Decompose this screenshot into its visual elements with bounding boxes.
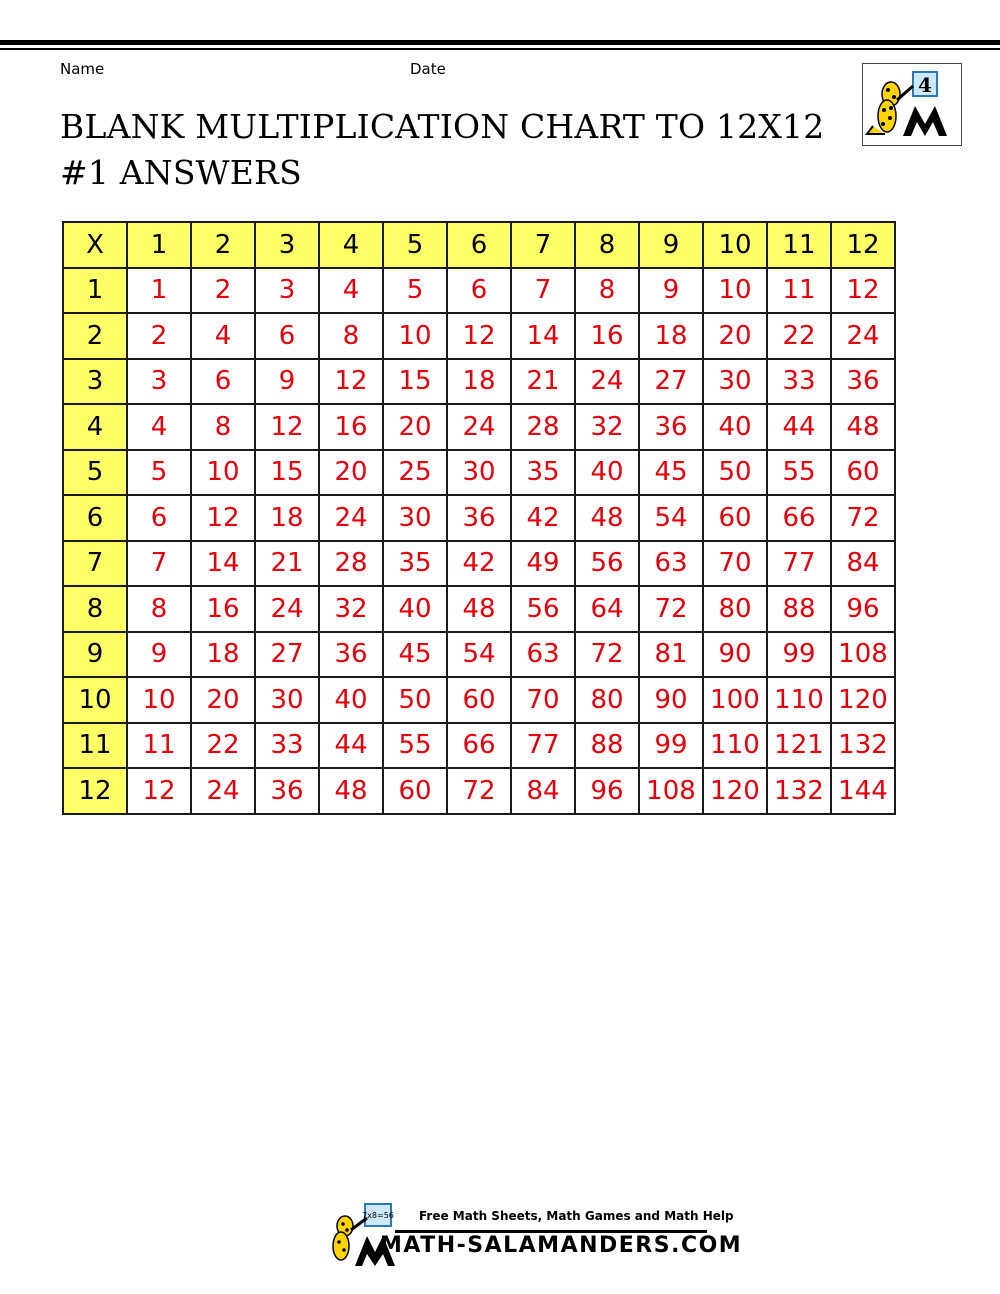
product-cell: 18 [447,359,511,405]
product-cell: 16 [575,313,639,359]
product-cell: 12 [127,768,191,814]
product-cell: 110 [767,677,831,723]
table-row [63,495,895,541]
product-cell: 35 [511,450,575,496]
product-cell: 48 [575,495,639,541]
product-cell: 55 [383,723,447,769]
row-header-cell: 4 [63,404,127,450]
product-cell: 77 [511,723,575,769]
product-cell: 16 [191,586,255,632]
multiplication-chart [62,221,896,815]
product-cell: 15 [383,359,447,405]
product-cell: 42 [447,541,511,587]
row-header-cell: 12 [63,768,127,814]
product-cell: 96 [831,586,895,632]
table-row [63,768,895,814]
product-cell: 54 [447,632,511,678]
product-cell: 63 [639,541,703,587]
table-row [63,404,895,450]
product-cell: 80 [703,586,767,632]
product-cell: 36 [639,404,703,450]
column-header-cell: 1 [127,222,191,268]
product-cell: 72 [447,768,511,814]
product-cell: 49 [511,541,575,587]
product-cell: 50 [703,450,767,496]
product-cell: 21 [511,359,575,405]
product-cell: 8 [127,586,191,632]
product-cell: 3 [127,359,191,405]
row-header-cell: 2 [63,313,127,359]
product-cell: 120 [831,677,895,723]
product-cell: 72 [831,495,895,541]
page-title: BLANK MULTIPLICATION CHART TO 12X12 #1 ANSWERS [60,107,825,192]
product-cell: 6 [447,268,511,314]
product-cell: 4 [191,313,255,359]
date-label: Date [410,60,446,78]
table-row [63,268,895,314]
product-cell: 24 [447,404,511,450]
product-cell: 20 [191,677,255,723]
product-cell: 60 [447,677,511,723]
product-cell: 55 [767,450,831,496]
top-rule-thin [0,48,1000,50]
product-cell: 80 [575,677,639,723]
product-cell: 27 [639,359,703,405]
product-cell: 32 [575,404,639,450]
row-header-cell: 5 [63,450,127,496]
column-header-cell: 7 [511,222,575,268]
product-cell: 15 [255,450,319,496]
product-cell: 60 [703,495,767,541]
product-cell: 6 [191,359,255,405]
product-cell: 9 [639,268,703,314]
product-cell: 28 [511,404,575,450]
grade-number: 4 [918,73,932,97]
product-cell: 30 [447,450,511,496]
product-cell: 40 [383,586,447,632]
chart-header-row [63,222,895,268]
product-cell: 60 [383,768,447,814]
product-cell: 28 [319,541,383,587]
product-cell: 11 [127,723,191,769]
product-cell: 24 [255,586,319,632]
product-cell: 77 [767,541,831,587]
product-cell: 50 [383,677,447,723]
column-header-cell: 8 [575,222,639,268]
product-cell: 3 [255,268,319,314]
product-cell: 7 [511,268,575,314]
table-row [63,723,895,769]
product-cell: 48 [831,404,895,450]
product-cell: 11 [767,268,831,314]
product-cell: 10 [191,450,255,496]
product-cell: 44 [319,723,383,769]
product-cell: 64 [575,586,639,632]
product-cell: 45 [383,632,447,678]
table-row [63,586,895,632]
product-cell: 10 [127,677,191,723]
product-cell: 6 [255,313,319,359]
product-cell: 12 [447,313,511,359]
row-header-cell: 7 [63,541,127,587]
product-cell: 18 [639,313,703,359]
product-cell: 6 [127,495,191,541]
row-header-cell: 9 [63,632,127,678]
product-cell: 16 [319,404,383,450]
column-header-cell: 9 [639,222,703,268]
product-cell: 35 [383,541,447,587]
product-cell: 18 [255,495,319,541]
product-cell: 22 [191,723,255,769]
product-cell: 9 [255,359,319,405]
product-cell: 14 [511,313,575,359]
product-cell: 2 [191,268,255,314]
product-cell: 70 [703,541,767,587]
product-cell: 63 [511,632,575,678]
column-header-cell: 4 [319,222,383,268]
product-cell: 110 [703,723,767,769]
product-cell: 24 [575,359,639,405]
product-cell: 8 [575,268,639,314]
product-cell: 24 [831,313,895,359]
column-header-cell: 5 [383,222,447,268]
salamander-icon [863,64,961,145]
product-cell: 22 [767,313,831,359]
product-cell: 36 [255,768,319,814]
product-cell: 7 [127,541,191,587]
footer-badge-text: 7x8=56 [362,1211,394,1220]
column-header-cell: 10 [703,222,767,268]
product-cell: 9 [127,632,191,678]
product-cell: 132 [831,723,895,769]
product-cell: 24 [319,495,383,541]
product-cell: 27 [255,632,319,678]
product-cell: 21 [255,541,319,587]
grade-logo [862,63,962,146]
product-cell: 33 [767,359,831,405]
product-cell: 1 [127,268,191,314]
column-header-cell: 6 [447,222,511,268]
product-cell: 10 [383,313,447,359]
column-header-cell: 2 [191,222,255,268]
footer-brand: MATH-SALAMANDERS.COM [380,1233,743,1258]
row-header-cell: 10 [63,677,127,723]
product-cell: 66 [767,495,831,541]
product-cell: 44 [767,404,831,450]
top-rule [0,40,1000,45]
product-cell: 56 [575,541,639,587]
product-cell: 25 [383,450,447,496]
column-header-cell: 3 [255,222,319,268]
product-cell: 100 [703,677,767,723]
table-row [63,450,895,496]
product-cell: 4 [319,268,383,314]
product-cell: 70 [511,677,575,723]
product-cell: 40 [575,450,639,496]
product-cell: 42 [511,495,575,541]
product-cell: 10 [703,268,767,314]
product-cell: 12 [831,268,895,314]
product-cell: 5 [127,450,191,496]
product-cell: 2 [127,313,191,359]
product-cell: 88 [575,723,639,769]
product-cell: 66 [447,723,511,769]
product-cell: 45 [639,450,703,496]
row-header-cell: 8 [63,586,127,632]
product-cell: 48 [319,768,383,814]
product-cell: 54 [639,495,703,541]
product-cell: 132 [767,768,831,814]
product-cell: 8 [319,313,383,359]
product-cell: 20 [703,313,767,359]
product-cell: 60 [831,450,895,496]
product-cell: 30 [383,495,447,541]
product-cell: 40 [703,404,767,450]
row-header-cell: 6 [63,495,127,541]
table-row [63,632,895,678]
row-header-cell: 1 [63,268,127,314]
table-row [63,359,895,405]
product-cell: 99 [767,632,831,678]
product-cell: 90 [639,677,703,723]
footer-logo [325,1200,743,1270]
product-cell: 144 [831,768,895,814]
product-cell: 5 [383,268,447,314]
product-cell: 81 [639,632,703,678]
product-cell: 20 [319,450,383,496]
product-cell: 96 [575,768,639,814]
row-header-cell: 3 [63,359,127,405]
product-cell: 30 [255,677,319,723]
footer-tagline: Free Math Sheets, Math Games and Math Help [419,1209,734,1223]
product-cell: 12 [191,495,255,541]
product-cell: 84 [511,768,575,814]
corner-cell: X [63,222,127,268]
table-row [63,677,895,723]
product-cell: 30 [703,359,767,405]
product-cell: 36 [447,495,511,541]
product-cell: 90 [703,632,767,678]
product-cell: 8 [191,404,255,450]
product-cell: 18 [191,632,255,678]
product-cell: 32 [319,586,383,632]
product-cell: 12 [319,359,383,405]
product-cell: 88 [767,586,831,632]
product-cell: 108 [639,768,703,814]
product-cell: 33 [255,723,319,769]
column-header-cell: 12 [831,222,895,268]
product-cell: 12 [255,404,319,450]
product-cell: 36 [319,632,383,678]
column-header-cell: 11 [767,222,831,268]
row-header-cell: 11 [63,723,127,769]
product-cell: 72 [575,632,639,678]
product-cell: 84 [831,541,895,587]
product-cell: 14 [191,541,255,587]
product-cell: 121 [767,723,831,769]
product-cell: 24 [191,768,255,814]
product-cell: 4 [127,404,191,450]
product-cell: 108 [831,632,895,678]
product-cell: 48 [447,586,511,632]
product-cell: 120 [703,768,767,814]
name-label: Name [60,60,105,78]
product-cell: 56 [511,586,575,632]
product-cell: 40 [319,677,383,723]
product-cell: 36 [831,359,895,405]
table-row [63,313,895,359]
table-row [63,541,895,587]
product-cell: 20 [383,404,447,450]
product-cell: 99 [639,723,703,769]
product-cell: 72 [639,586,703,632]
